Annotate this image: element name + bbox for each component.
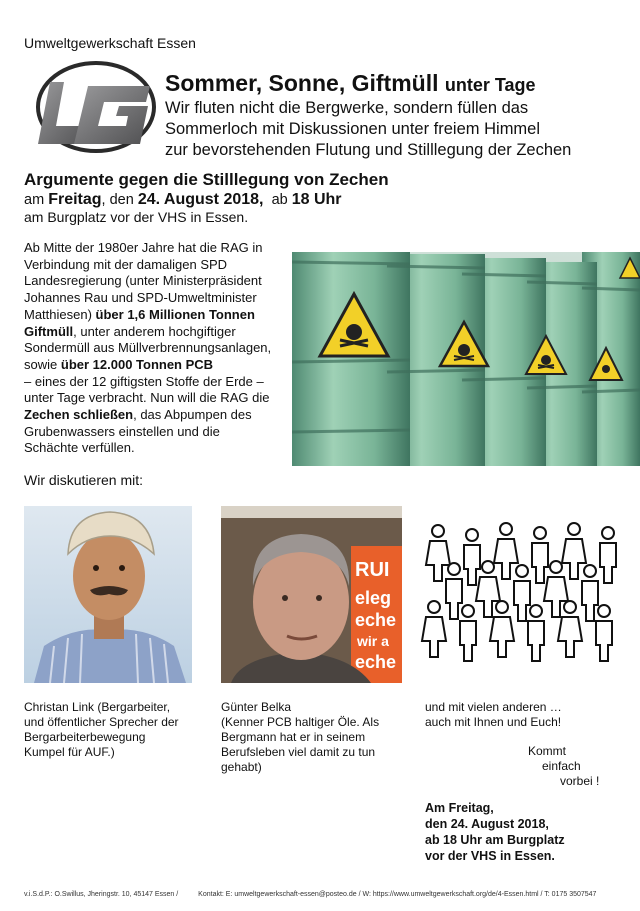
- headline-main: Sommer, Sonne, Giftmüll: [165, 70, 439, 96]
- toxic-barrels-image: [292, 252, 640, 466]
- final-line: Am Freitag,: [425, 801, 494, 815]
- body-line: Landesregierung (unter Ministerpräsident: [24, 273, 262, 289]
- date-prefix: am: [24, 192, 45, 208]
- poster-text: eleg: [355, 588, 392, 608]
- final-line: ab 18 Uhr am Burgplatz: [425, 833, 565, 847]
- caption-line: Berufsleben viel damit zu tun: [221, 745, 376, 759]
- body-line: [24, 324, 286, 341]
- headline: [165, 70, 536, 97]
- body-line: [24, 407, 286, 424]
- headline-suffix: unter Tage: [444, 75, 536, 95]
- body-line: Schächte verfüllen.: [24, 440, 135, 456]
- caption-line: und mit vielen anderen …: [425, 700, 562, 714]
- time-prefix: ab: [271, 192, 288, 208]
- body-fragment: , das Abpumpen des: [133, 407, 252, 423]
- poster-text: wir a: [357, 633, 389, 649]
- body-line: Sondermüll aus Müllverbrennungsanlagen,: [24, 340, 272, 356]
- footer-contact: Kontakt: E: umweltgewerkschaft-essen@posteo.de / W: https://www.umweltgewerkschaft.org/de/4-Essen.html / T: 0175 3507547: [198, 891, 597, 898]
- others-caption: [425, 700, 562, 730]
- body-emphasis: über 1,6 Millionen Tonnen: [95, 306, 255, 322]
- discussion-heading: Wir diskutieren mit:: [24, 472, 144, 488]
- subtitle-line-3: zur bevorstehenden Flutung und Stilllegung der Zechen: [165, 141, 572, 159]
- date-sep: , den: [101, 192, 134, 208]
- caption-line: Kumpel für AUF.): [24, 745, 115, 759]
- final-line: den 24. August 2018,: [425, 817, 549, 831]
- poster-text: eche: [355, 610, 397, 630]
- event-date: [24, 191, 342, 209]
- poster-text: RUI: [355, 559, 390, 581]
- crowd-pictogram: [416, 515, 630, 665]
- body-text: [24, 240, 286, 457]
- body-line: Ab Mitte der 1980er Jahre hat die RAG in: [24, 240, 263, 255]
- subtitle-line-2: Sommerloch mit Diskussionen unter freiem Himmel: [165, 120, 541, 138]
- caption-line: (Kenner PCB haltiger Öle. Als: [221, 715, 380, 729]
- body-emphasis: Giftmüll: [24, 323, 74, 339]
- body-fragment: Matthiesen): [24, 306, 92, 322]
- final-announcement: [425, 800, 565, 864]
- body-emphasis: Zechen schließen: [24, 407, 134, 423]
- speaker1-caption: [24, 700, 179, 760]
- speaker-photo-christan-link: [24, 506, 192, 683]
- body-fragment: sowie: [24, 356, 58, 372]
- caption-line: Günter Belka: [221, 700, 292, 714]
- caption-line: Christan Link (Bergarbeiter,: [24, 700, 171, 714]
- invite-line: einfach: [542, 759, 581, 773]
- event-place: am Burgplatz vor der VHS in Essen.: [24, 209, 249, 225]
- body-line: [24, 307, 286, 324]
- body-line: Johannes Rau und SPD-Umweltminister: [24, 290, 257, 306]
- body-emphasis: über 12.000 Tonnen PCB: [60, 356, 214, 372]
- ug-logo: [30, 60, 158, 160]
- event-heading: Argumente gegen die Stilllegung von Zechen: [24, 170, 389, 189]
- caption-line: Bergmann hat er in seinem: [221, 730, 366, 744]
- final-line: vor der VHS in Essen.: [425, 849, 555, 863]
- body-line: unter Tage verbracht. Nun will die RAG die: [24, 390, 270, 406]
- caption-line: Bergarbeiterbewegung: [24, 730, 146, 744]
- organization-name: Umweltgewerkschaft Essen: [24, 35, 196, 51]
- speaker2-caption: [221, 700, 379, 775]
- invite-line: Kommt: [528, 744, 567, 758]
- invite-text: [500, 744, 599, 789]
- caption-line: gehabt): [221, 760, 262, 774]
- body-line: – eines der 12 giftigsten Stoffe der Erde –: [24, 373, 264, 389]
- subtitle-line-1: Wir fluten nicht die Bergwerke, sondern füllen das: [165, 99, 529, 117]
- invite-line: vorbei !: [560, 774, 600, 788]
- footer: [24, 891, 614, 898]
- speaker-photo-guenter-belka: [221, 506, 402, 683]
- body-line: Grubenwassers einstellen und die: [24, 423, 220, 439]
- event-date-value: 24. August 2018,: [137, 191, 264, 208]
- event-time: 18 Uhr: [291, 191, 342, 208]
- caption-line: auch mit Ihnen und Euch!: [425, 715, 562, 729]
- poster-text: eche: [355, 652, 397, 672]
- caption-line: und öffentlicher Sprecher der: [24, 715, 179, 729]
- event-day: Freitag: [48, 191, 102, 208]
- body-fragment: , unter anderem hochgiftiger: [73, 323, 236, 339]
- body-line: [24, 357, 286, 374]
- body-line: Verbindung mit der damaligen SPD: [24, 256, 228, 272]
- footer-vsdp: v.i.S.d.P.: O.Swillus, Jheringstr. 10, 45147 Essen /: [24, 891, 179, 898]
